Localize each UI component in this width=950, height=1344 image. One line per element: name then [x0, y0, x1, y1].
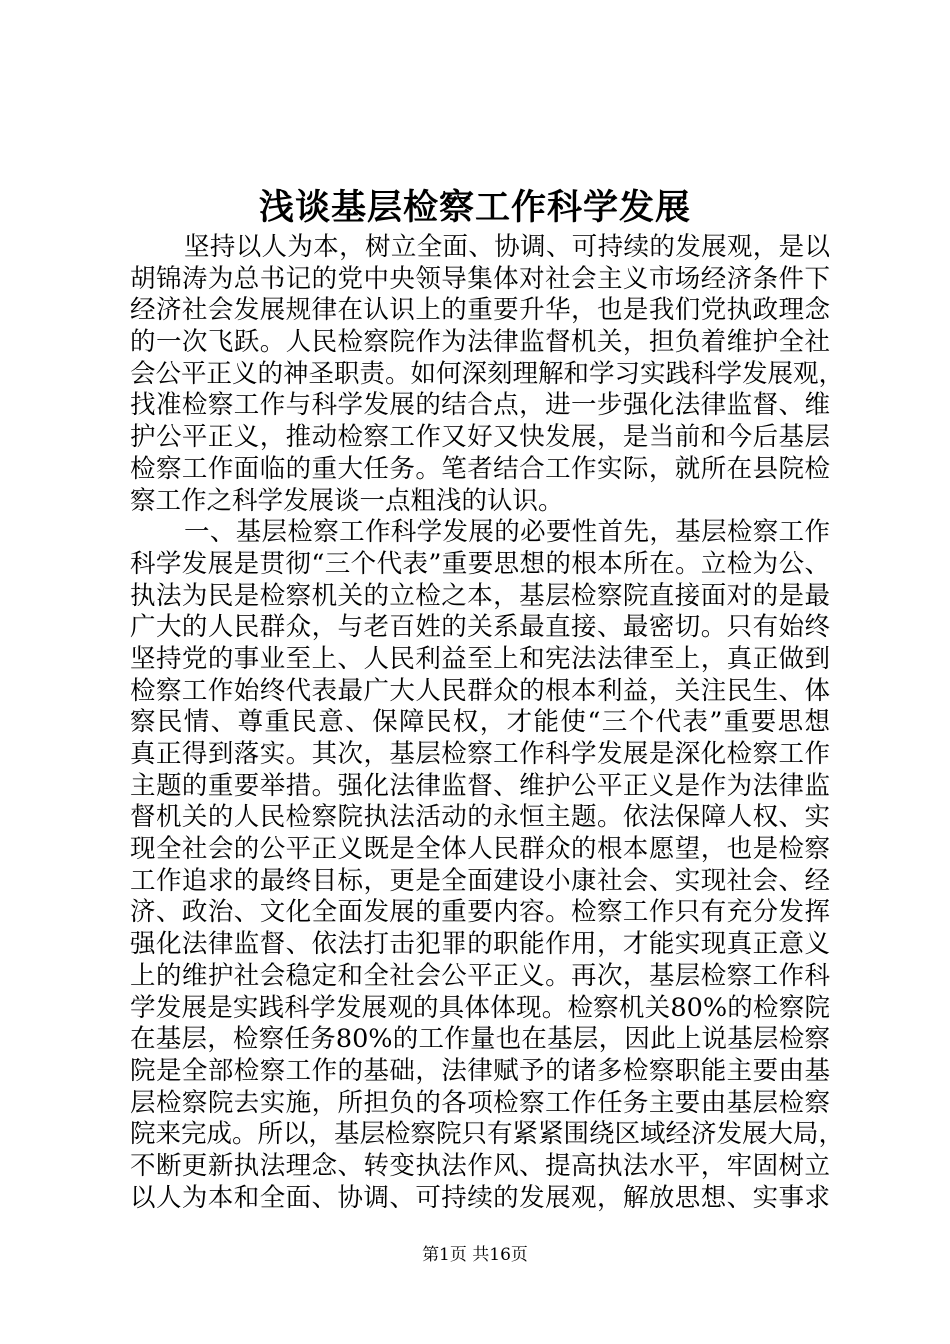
document-title: 浅谈基层检察工作科学发展 — [258, 188, 691, 228]
document-body — [130, 232, 845, 1214]
text-line: 真正得到落实。其次，基层检察工作科学发展是深化检察工作 — [130, 739, 830, 769]
text-line: 在基层，检察任务80%的工作量也在基层，因此上说基层检察 — [130, 1024, 830, 1055]
text-line: 坚持党的事业至上、人民利益至上和宪法法律至上，真正做到 — [130, 643, 830, 674]
text-line: 学发展是实践科学发展观的具体体现。检察机关80%的检察院 — [130, 992, 830, 1023]
text-line: 会公平正义的神圣职责。如何深刻理解和学习实践科学发展观， — [130, 358, 845, 389]
text-line: 找准检察工作与科学发展的结合点，进一步强化法律监督、维 — [130, 390, 830, 421]
text-line: 的一次飞跃。人民检察院作为法律监督机关，担负着维护全社 — [130, 327, 830, 358]
text-line: 广大的人民群众，与老百姓的关系最直接、最密切。只有始终 — [130, 612, 830, 643]
text-line: 强化法律监督、依法打击犯罪的职能作用，才能实现真正意义 — [130, 929, 830, 960]
text-line: 察工作之科学发展谈一点粗浅的认识。 — [130, 485, 564, 516]
text-line: 工作追求的最终目标，更是全面建设小康社会、实现社会、经 — [130, 865, 830, 896]
text-line: 胡锦涛为总书记的党中央领导集体对社会主义市场经济条件下 — [130, 263, 830, 294]
text-line: 层检察院去实施，所担负的各项检察工作任务主要由基层检察 — [130, 1087, 830, 1118]
page-footer: 第1页 共16页 — [422, 1245, 528, 1265]
text-line: 不断更新执法理念、转变执法作风、提高执法水平，牢固树立 — [130, 1150, 830, 1181]
text-line: 一、基层检察工作科学发展的必要性首先，基层检察工作 — [184, 517, 830, 548]
text-line: 检察工作面临的重大任务。笔者结合工作实际，就所在县院检 — [130, 453, 830, 484]
text-line: 察民情、尊重民意、保障民权，才能使“三个代表”重要思想 — [130, 707, 830, 738]
text-line: 院是全部检察工作的基础，法律赋予的诸多检察职能主要由基 — [130, 1055, 830, 1086]
text-line: 现全社会的公平正义既是全体人民群众的根本愿望，也是检察 — [130, 834, 830, 865]
text-line: 检察工作始终代表最广大人民群众的根本利益，关注民生、体 — [130, 675, 830, 706]
text-line: 护公平正义，推动检察工作又好又快发展，是当前和今后基层 — [130, 422, 830, 453]
text-line: 院来完成。所以，基层检察院只有紧紧围绕区域经济发展大局， — [130, 1119, 845, 1150]
text-line: 主题的重要举措。强化法律监督、维护公平正义是作为法律监 — [130, 770, 830, 801]
text-line: 督机关的人民检察院执法活动的永恒主题。依法保障人权、实 — [130, 802, 830, 833]
text-line: 执法为民是检察机关的立检之本，基层检察院直接面对的是最 — [130, 580, 830, 611]
text-line: 科学发展是贯彻“三个代表”重要思想的根本所在。立检为公、 — [130, 548, 830, 579]
text-line: 济、政治、文化全面发展的重要内容。检察工作只有充分发挥 — [130, 897, 830, 928]
text-line: 经济社会发展规律在认识上的重要升华，也是我们党执政理念 — [130, 295, 830, 326]
text-line: 上的维护社会稳定和全社会公平正义。再次，基层检察工作科 — [130, 960, 830, 991]
text-line: 坚持以人为本，树立全面、协调、可持续的发展观，是以 — [184, 232, 830, 262]
text-line: 以人为本和全面、协调、可持续的发展观，解放思想、实事求 — [130, 1182, 830, 1213]
